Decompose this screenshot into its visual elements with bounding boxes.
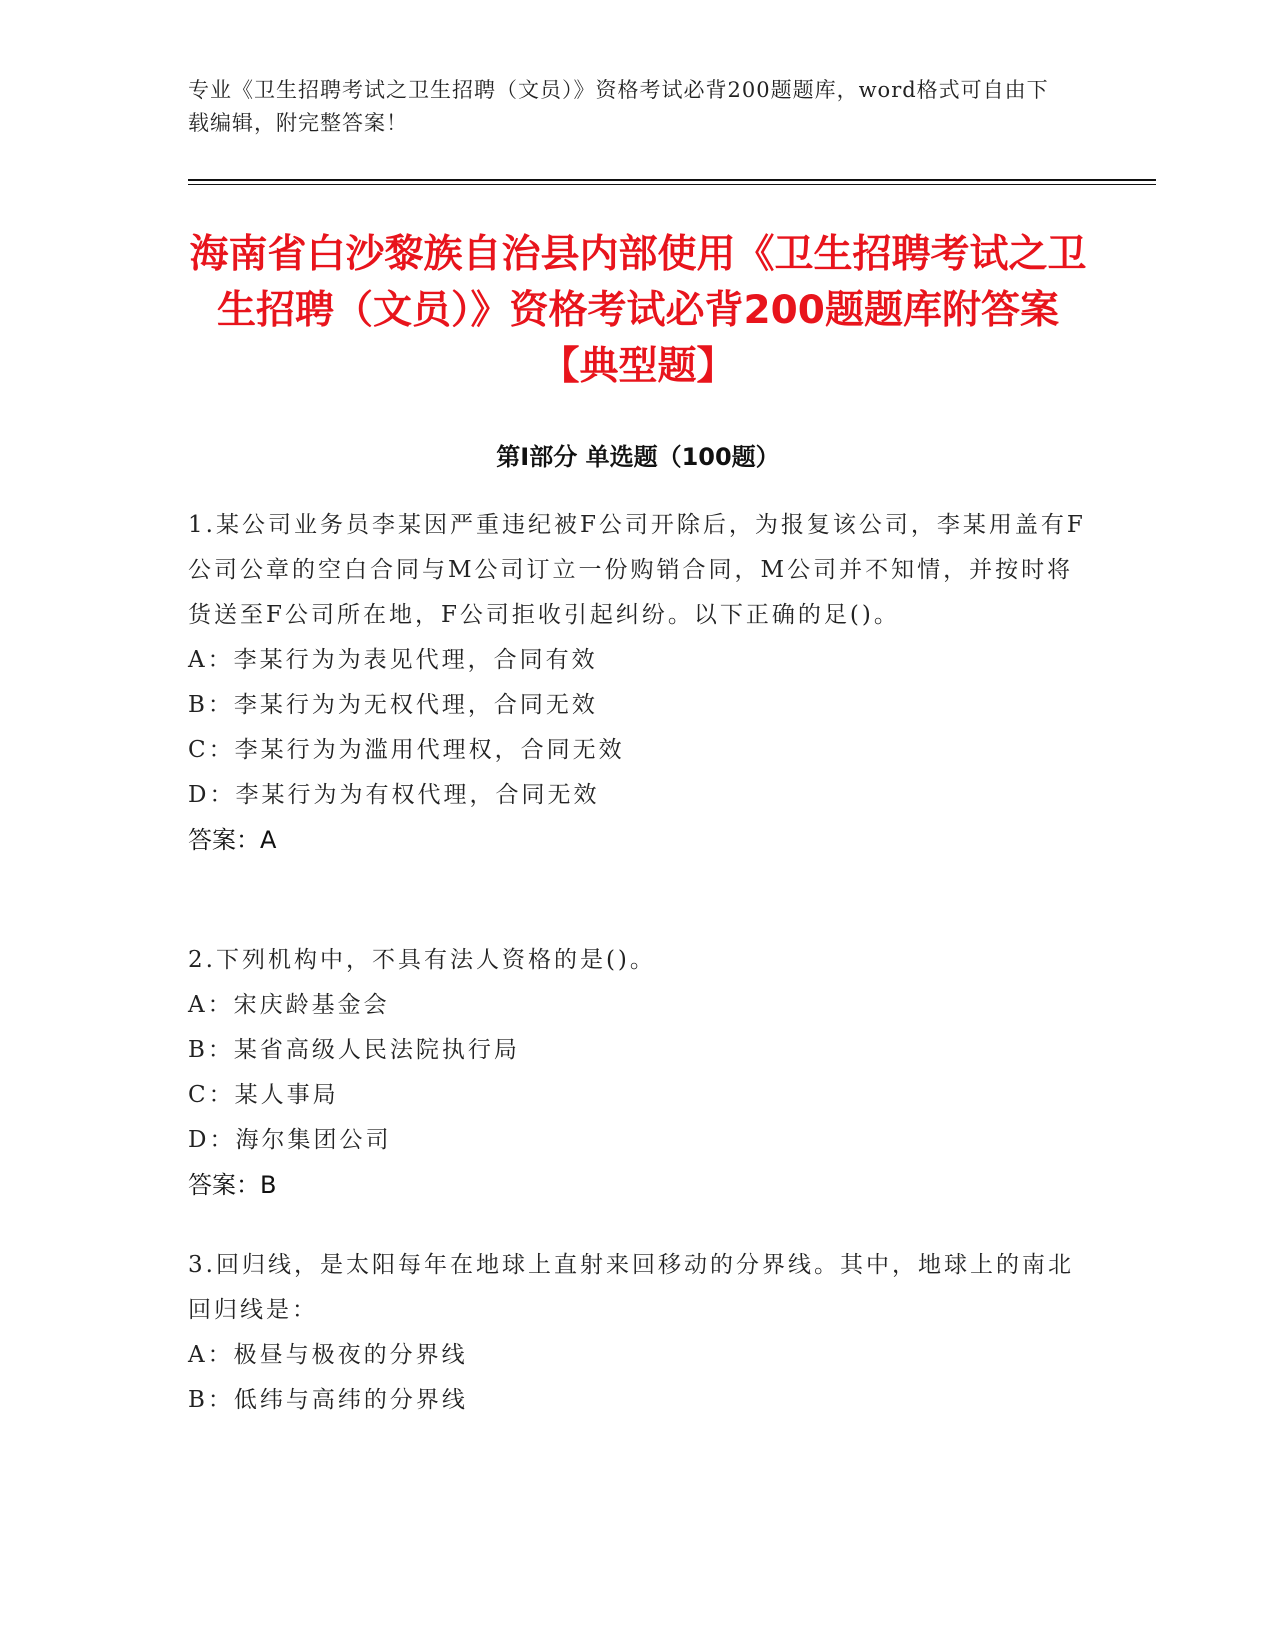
option-b: B：某省高级人民法院执行局	[188, 1037, 520, 1063]
option-a: A：李某行为为表见代理，合同有效	[188, 647, 598, 673]
question-stem: 3.回归线，是太阳每年在地球上直射来回移动的分界线。其中，地球上的南北回归线是：	[188, 1252, 1074, 1323]
header-note: 专业《卫生招聘考试之卫生招聘（文员）》资格考试必背200题题库，word格式可自由下载编辑，附完整答案！	[188, 78, 1049, 135]
question-stem: 2.下列机构中，不具有法人资格的是()。	[188, 947, 656, 973]
question-stem: 1.某公司业务员李某因严重违纪被F公司开除后，为报复该公司，李某用盖有F公司公章的空白合同与M公司订立一份购销合同，M公司并不知情，并按时将货送至F公司所在地，F公司拒收引起纠纷。以下正确的足()。	[188, 512, 1086, 628]
question-2	[188, 938, 1088, 1208]
option-c: C：某人事局	[188, 1082, 339, 1108]
option-a: A：宋庆龄基金会	[188, 992, 390, 1018]
document-title: 海南省白沙黎族自治县内部使用《卫生招聘考试之卫生招聘（文员）》资格考试必背200题题库附答案【典型题】	[189, 232, 1087, 389]
question-3	[188, 1243, 1088, 1423]
header-divider-thick	[188, 179, 1156, 181]
section-title: 第Ⅰ部分 单选题（100题）	[496, 443, 780, 471]
answer-label: 答案：A	[188, 826, 277, 854]
option-a: A：极昼与极夜的分界线	[188, 1342, 468, 1368]
option-d: D：李某行为为有权代理，合同无效	[188, 782, 600, 808]
header-divider-thin	[188, 184, 1156, 185]
option-d: D：海尔集团公司	[188, 1127, 392, 1153]
option-b: B：李某行为为无权代理，合同无效	[188, 692, 598, 718]
question-1	[188, 503, 1088, 863]
answer-label: 答案：B	[188, 1171, 277, 1199]
option-c: C：李某行为为滥用代理权，合同无效	[188, 737, 625, 763]
option-b: B：低纬与高纬的分界线	[188, 1387, 468, 1413]
